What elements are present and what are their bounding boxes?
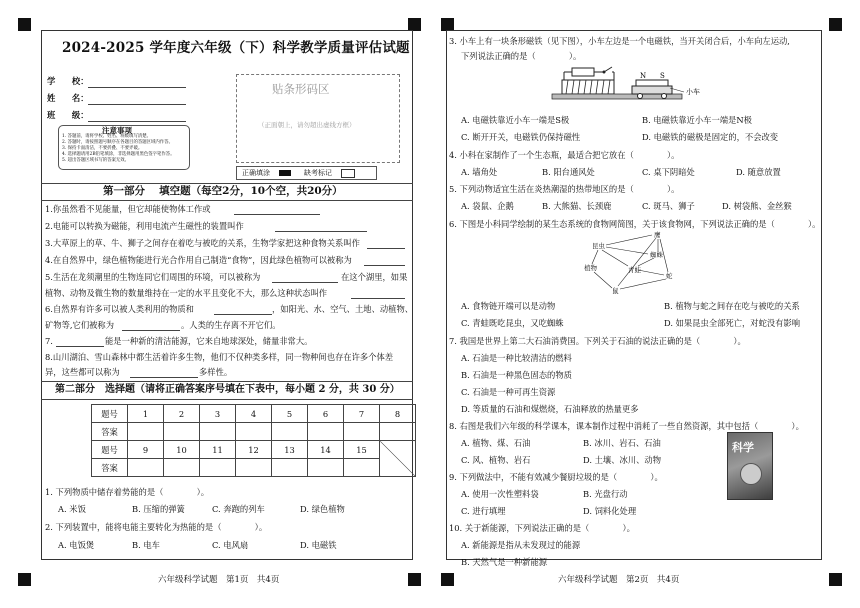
answer-cell[interactable]	[164, 423, 200, 441]
section-divider	[41, 399, 413, 400]
info-school-label: 学 校：	[47, 76, 89, 86]
choice-question-7: 7. 我国是世界上第二大石油消费国。下列关于石油的说法正确的是（ ）。	[449, 336, 746, 346]
question-number: 8	[380, 405, 416, 423]
fill-correct-swatch	[279, 170, 291, 176]
web-mouse: 鼠	[612, 287, 619, 295]
answer-cell[interactable]	[380, 423, 416, 441]
web-eagle: 鹰	[654, 231, 661, 239]
class-blank[interactable]	[88, 121, 186, 122]
answer-cell[interactable]	[308, 423, 344, 441]
q7-option-a: A. 石油是一种比较清洁的燃料	[461, 353, 572, 363]
q9-option-b: B. 光盘行动	[583, 489, 628, 499]
q10-option-b: B. 天然气是一种新能源	[461, 557, 548, 567]
fill-question-6-line2-cont: 。人类的生存离不开它们。	[181, 320, 281, 330]
answer-cell[interactable]	[164, 459, 200, 477]
choice-question-9: 9. 下列做法中，不能有效减少餐厨垃圾的是（ ）。	[449, 472, 663, 482]
answer-blank-6[interactable]	[351, 298, 405, 299]
note-line: 2. 答题时，请按照题号顺序在各题目的答题区域内作答。	[62, 140, 173, 145]
q3-option-d: D. 电磁铁的磁极是固定的，不会改变	[642, 132, 779, 142]
fill-question-8-end: 多样性。	[199, 367, 233, 377]
fill-question-6: 6.自然界有许多可以被人类利用的物质和	[45, 304, 194, 314]
fill-question-8-line2: 异，这些都可以称为	[45, 367, 120, 377]
q8-option-c: C. 风、植物、岩石	[461, 455, 531, 465]
q2-option-a: A. 电饭煲	[58, 540, 95, 550]
choice-question-5: 5. 下列动物适宜生活在炎热潮湿的热带地区的是（ ）。	[449, 184, 680, 194]
question-number: 5	[272, 405, 308, 423]
answer-blank-9[interactable]	[56, 346, 104, 347]
question-number: 11	[200, 441, 236, 459]
q7-option-c: C. 石油是一种可再生资源	[461, 387, 556, 397]
corner-mark-bottom-right	[829, 573, 842, 586]
question-number: 12	[236, 441, 272, 459]
choice-question-6: 6. 下图是小科同学绘制的某生态系统的食物网简图，关于该食物网，下列说法正确的是（ ）。	[449, 219, 821, 229]
answer-blank-5[interactable]	[272, 282, 338, 283]
choice-question-1: 1. 下列物质中储存着势能的是（ ）。	[45, 487, 210, 497]
notes-title: 注意事项	[102, 126, 132, 135]
choice-question-2: 2. 下列装置中，能将电能主要转化为热能的是（ ）。	[45, 522, 268, 532]
question-number: 10	[164, 441, 200, 459]
corner-mark-top-right	[829, 18, 842, 31]
answer-blank-8[interactable]	[122, 330, 180, 331]
science-textbook-image	[727, 432, 773, 500]
q8-option-b: B. 冰川、岩石、石油	[583, 438, 661, 448]
barcode-note: （正面朝上，请勿超出虚线方框）	[258, 121, 356, 129]
info-class-label: 班 级：	[47, 110, 89, 120]
fill-question-2: 2.电能可以转换为磁能，利用电流产生磁性的装置叫作	[45, 221, 244, 231]
q1-option-b: B. 压缩的弹簧	[132, 504, 185, 514]
answer-cell[interactable]	[308, 459, 344, 477]
fill-question-7: 能是一种新的清洁能源，它来自地球深处，储量非常大。	[105, 336, 313, 346]
q4-option-a: A. 墙角处	[461, 167, 498, 177]
fill-absent-label: 缺考标记	[304, 169, 332, 177]
answer-blank-4[interactable]	[364, 265, 405, 266]
switch	[603, 71, 606, 74]
q9-option-c: C. 进行填埋	[461, 506, 506, 516]
answer-cell[interactable]	[236, 423, 272, 441]
question-number: 3	[200, 405, 236, 423]
table-head: 答案	[92, 423, 128, 441]
q4-option-c: C. 桌下阴暗处	[642, 167, 695, 177]
answer-blank-1[interactable]	[234, 214, 320, 215]
q1-option-c: C. 奔跑的列车	[212, 504, 265, 514]
absent-mark-box[interactable]	[341, 169, 355, 178]
q3-option-b: B. 电磁铁靠近小车一端是N极	[642, 115, 752, 125]
part1-title: 第一部分 填空题（每空2分，10个空，共20分）	[103, 185, 343, 197]
web-frog: 青蛙	[628, 266, 641, 274]
q6-option-a: A. 食物链开端可以是动物	[461, 301, 556, 311]
answer-blank-3[interactable]	[367, 248, 405, 249]
table-head: 答案	[92, 459, 128, 477]
answer-blank-7[interactable]	[214, 314, 272, 315]
question-number: 4	[236, 405, 272, 423]
section-divider	[41, 200, 413, 201]
question-number: 14	[308, 441, 344, 459]
barcode-title: 贴条形码区	[272, 82, 330, 96]
q8-option-a: A. 植物、煤、石油	[461, 438, 531, 448]
electromagnet-diagram	[550, 62, 700, 110]
note-line: 4. 选择题请用2B铅笔填涂，非选择题用黑色签字笔作答。	[62, 152, 175, 157]
q8-option-d: D. 土壤、冰川、动物	[583, 455, 662, 465]
q3-option-c: C. 断开开关，电磁铁仍保持磁性	[461, 132, 581, 142]
answer-cell[interactable]	[272, 423, 308, 441]
q9-option-d: D. 饲料化处理	[583, 506, 637, 516]
q4-option-d: D. 随意放置	[736, 167, 781, 177]
question-number: 9	[128, 441, 164, 459]
coil-body	[562, 80, 614, 94]
note-line: 1. 答题前，请将学校、姓名、班级填写清楚。	[62, 134, 152, 139]
fill-correct-label: 正确填涂	[242, 169, 270, 177]
fill-question-3: 3.大草原上的草、牛、狮子之间存在着吃与被吃的关系，生物学家把这种食物关系叫作	[45, 238, 360, 248]
corner-mark-bottom-center-left	[408, 573, 421, 586]
answer-blank-10[interactable]	[130, 377, 198, 378]
answer-cell[interactable]	[344, 423, 380, 441]
q2-option-c: C. 电风扇	[212, 540, 249, 550]
answer-cell[interactable]	[200, 459, 236, 477]
part2-title: 第二部分 选择题（请将正确答案序号填在下表中，每小题 2 分，共 30 分）	[55, 384, 400, 395]
choice-question-3-line2: 下列说法正确的是（ ）。	[461, 51, 582, 61]
q6-option-b: B. 植物与蛇之间存在吃与被吃的关系	[664, 301, 800, 311]
section-divider	[41, 381, 413, 382]
note-line: 5. 超出答题区域书写的答案无效。	[62, 158, 130, 163]
q5-option-d: D. 树袋熊、金丝猴	[722, 201, 792, 211]
q2-option-b: B. 电车	[132, 540, 160, 550]
bar-magnet	[636, 80, 668, 86]
question-number: 15	[344, 441, 380, 459]
fill-question-5: 5.生活在龙须潮里的生物连同它们周围的环境，可以被称为	[45, 272, 261, 282]
note-line: 3. 保持卡面清洁，不要折叠、不要弄破。	[62, 146, 143, 151]
page-1-footer: 六年级科学试题 第1页 共4页	[158, 575, 280, 585]
cart-label: 小车	[686, 88, 700, 96]
web-insect: 昆虫	[592, 242, 605, 250]
answer-cell[interactable]	[128, 459, 164, 477]
question-number: 1	[128, 405, 164, 423]
info-name-label: 姓 名：	[47, 93, 89, 103]
corner-mark-top-left	[18, 18, 31, 31]
textbook-title: 科学	[732, 441, 754, 454]
fill-question-5-cont: 在这个湖里，如果	[341, 272, 408, 282]
q9-option-a: A. 使用一次性塑料袋	[461, 489, 539, 499]
corner-mark-bottom-center-right	[441, 573, 454, 586]
question-number: 13	[272, 441, 308, 459]
answer-cell[interactable]	[272, 459, 308, 477]
fill-question-6-cont: ，如阳光、水、空气、土地、动植物、	[272, 304, 414, 314]
table-head: 题号	[92, 441, 128, 459]
magnet-s-label: S	[660, 72, 665, 80]
q7-option-b: B. 石油是一种黑色固态的物质	[461, 370, 572, 380]
web-spider: 蜘蛛	[650, 251, 663, 259]
table-head: 题号	[92, 405, 128, 423]
fill-question-8: 8.山川湖泊、雪山森林中都生活着许多生物，他们不仅种类多样，同一物种间也存在许多个体差	[45, 352, 394, 362]
fill-question-4: 4.在自然界中，绿色植物能进行光合作用自己制造“食物”，因此绿色植物可以被称为	[45, 255, 352, 265]
fill-question-5-line2: 植物、动物及微生物的数量维持在一定的水平且变化不大，那么这种状态叫作	[45, 288, 328, 298]
corner-mark-bottom-left	[18, 573, 31, 586]
section-divider	[41, 183, 413, 184]
choice-question-4: 4. 小科在家制作了一个生态瓶，最适合把它放在（ ）。	[449, 150, 680, 160]
q2-option-d: D. 电磁铁	[300, 540, 337, 550]
food-web-diagram	[578, 228, 688, 296]
q1-option-d: D. 绿色植物	[300, 504, 345, 514]
q5-option-c: C. 斑马、狮子	[642, 201, 695, 211]
answer-cell[interactable]	[236, 459, 272, 477]
question-number: 7	[344, 405, 380, 423]
name-blank[interactable]	[88, 104, 186, 105]
q5-option-a: A. 袋鼠、企鹅	[461, 201, 514, 211]
fill-question-7-num: 7.	[45, 336, 53, 346]
q6-option-c: C. 青蛙既吃昆虫，又吃蜘蛛	[461, 318, 564, 328]
cart-body	[632, 86, 672, 94]
q10-option-a: A. 新能源是指从未发现过的能源	[461, 540, 581, 550]
question-number: 6	[308, 405, 344, 423]
q4-option-b: B. 阳台通风处	[542, 167, 595, 177]
web-plant: 植物	[584, 264, 597, 272]
q7-option-d: D. 等质量的石油和煤燃烧，石油释放的热量更多	[461, 404, 639, 414]
question-number: 2	[164, 405, 200, 423]
answer-blank-2[interactable]	[275, 231, 367, 232]
web-snake: 蛇	[666, 272, 673, 280]
battery	[572, 68, 594, 76]
page-2-footer: 六年级科学试题 第2页 共4页	[558, 575, 680, 585]
choice-question-8: 8. 右图是我们六年级的科学课本，课本制作过程中消耗了一些自然资源，其中包括（ ）。	[449, 421, 804, 431]
exam-title: 2024-2025 学年度六年级（下）科学教学质量评估试题	[62, 40, 410, 56]
answer-cell[interactable]	[200, 423, 236, 441]
diagonal-cell	[380, 441, 416, 477]
magnet-n-label: N	[640, 72, 647, 80]
fill-question-6-line2: 矿物等,它们被称为	[45, 320, 115, 330]
textbook-emblem	[740, 463, 762, 485]
answer-cell[interactable]	[128, 423, 164, 441]
q5-option-b: B. 大熊猫、长颈鹿	[542, 201, 612, 211]
choice-question-10: 10. 关于新能源，下列说法正确的是（ ）。	[449, 523, 635, 533]
q1-option-a: A. 米饭	[58, 504, 86, 514]
answer-cell[interactable]	[344, 459, 380, 477]
q6-option-d: D. 如果昆虫全部死亡，对蛇没有影响	[664, 318, 801, 328]
fill-question-1: 1.你虽然看不见能量，但它却能使物体工作或	[45, 204, 211, 214]
answer-table	[91, 404, 416, 477]
q3-option-a: A. 电磁铁靠近小车一端是S极	[461, 115, 570, 125]
school-blank[interactable]	[88, 87, 186, 88]
choice-question-3: 3. 小车上有一块条形磁铁（见下图），小车左边是一个电磁铁，当开关闭合后，小车向左运动,	[449, 36, 790, 46]
